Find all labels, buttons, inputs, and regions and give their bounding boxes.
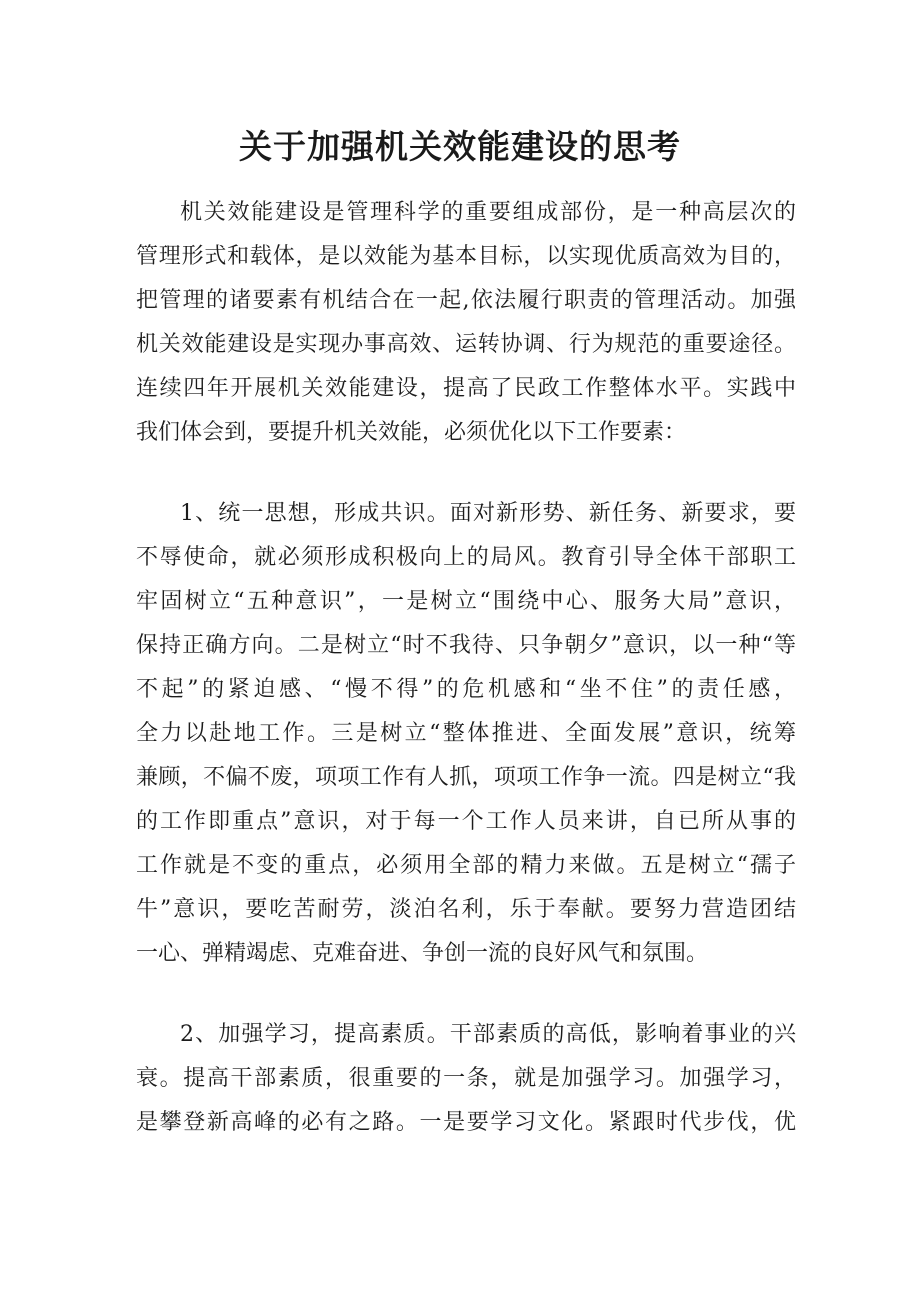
paragraph-intro	[136, 191, 796, 455]
paragraph-line: 是攀登新高峰的必有之路。一是要学习文化。紧跟时代步伐，优	[136, 1110, 796, 1135]
document-title: 关于加强机关效能建设的思考	[239, 127, 681, 166]
paragraph-line: 不辱使命，就必须形成积极向上的局风。教育引导全体干部职工	[136, 545, 796, 570]
paragraph-line: 全力以赴地工作。三是树立“整体推进、全面发展”意识，统筹	[136, 721, 796, 746]
paragraph-line: 连续四年开展机关效能建设，提高了民政工作整体水平。实践中	[136, 376, 796, 401]
paragraph-line: 工作就是不变的重点，必须用全部的精力来做。五是树立“孺子	[136, 853, 796, 878]
paragraph-line: 机关效能建设是管理科学的重要组成部份，是一种高层次的	[180, 200, 796, 225]
paragraph-line: 机关效能建设是实现办事高效、运转协调、行为规范的重要途径。	[136, 332, 796, 357]
paragraph-line: 我们体会到，要提升机关效能，必须优化以下工作要素：	[136, 420, 687, 445]
paragraph-line: 把管理的诸要素有机结合在一起,依法履行职责的管理活动。加强	[136, 288, 796, 313]
paragraph-line: 衰。提高干部素质，很重要的一条，就是加强学习。加强学习，	[136, 1066, 796, 1091]
paragraph-line: 1、统一思想，形成共识。面对新形势、新任务、新要求，要	[180, 501, 796, 526]
paragraph-line: 牛”意识，要吃苦耐劳，淡泊名利，乐于奉献。要努力营造团结	[136, 897, 796, 922]
paragraph-line: 兼顾，不偏不废，项项工作有人抓，项项工作争一流。四是树立“我	[136, 765, 796, 790]
paragraph-line: 保持正确方向。二是树立“时不我待、只争朝夕”意识，以一种“等	[136, 633, 796, 658]
paragraph-line: 一心、弹精竭虑、克难奋进、争创一流的良好风气和氛围。	[136, 941, 709, 966]
paragraph-section-1	[136, 492, 796, 976]
paragraph-line: 管理形式和载体，是以效能为基本目标，以实现优质高效为目的，	[136, 244, 796, 269]
paragraph-line: 不起”的紧迫感、“慢不得”的危机感和“坐不住”的责任感，	[136, 677, 796, 702]
paragraph-line: 2、加强学习，提高素质。干部素质的高低，影响着事业的兴	[180, 1022, 796, 1047]
paragraph-line: 的工作即重点”意识，对于每一个工作人员来讲，自已所从事的	[136, 809, 796, 834]
paragraph-section-2	[136, 1013, 796, 1145]
paragraph-line: 牢固树立“五种意识”，一是树立“围绕中心、服务大局”意识，	[136, 589, 796, 614]
